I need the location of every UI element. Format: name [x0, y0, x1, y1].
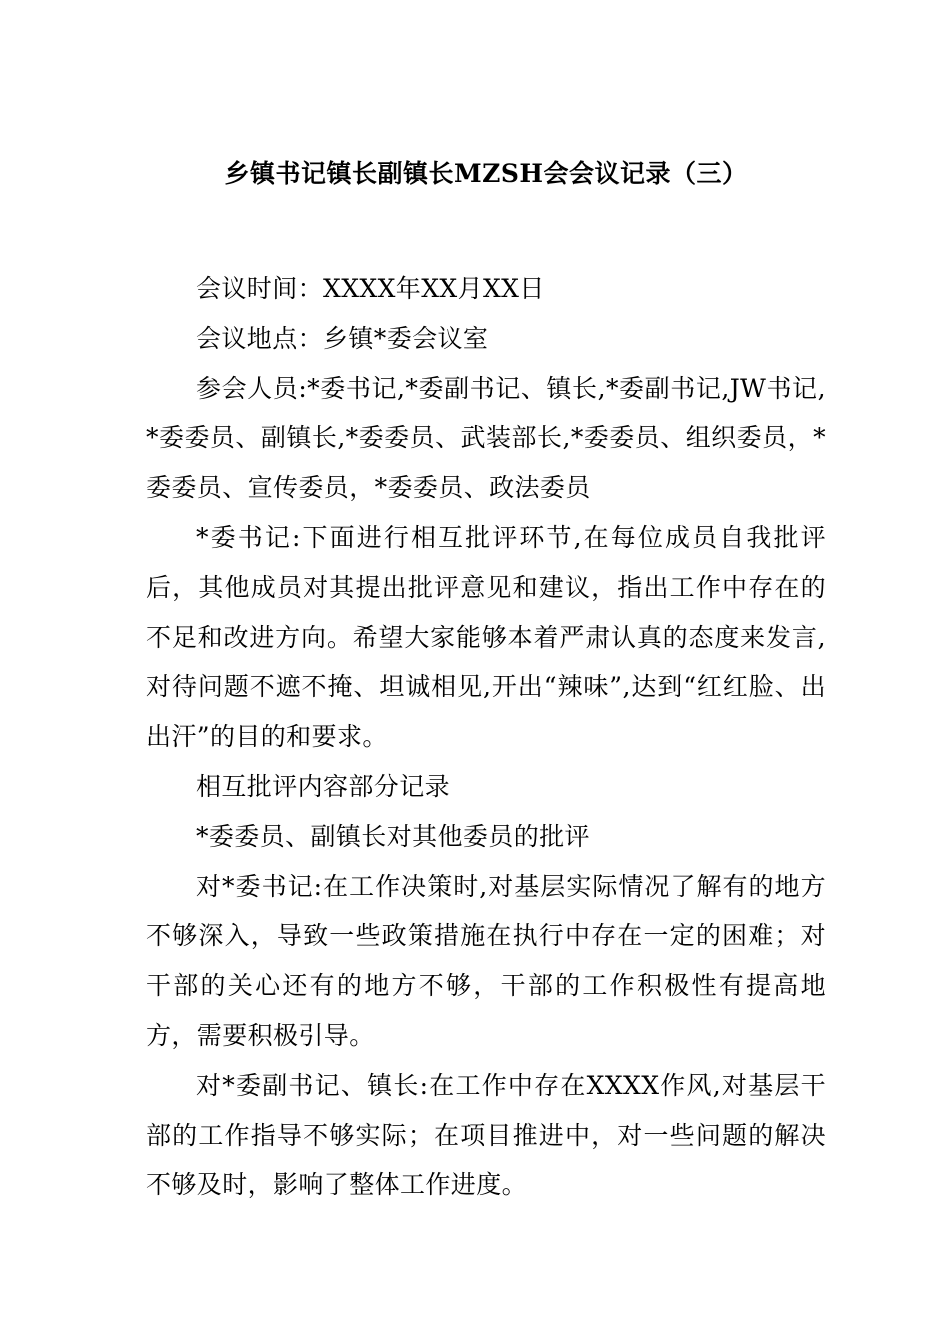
attendees-paragraph: 参会人员:*委书记,*委副书记、镇长,*委副书记,JW书记,*委委员、副镇长,*委委员、武装部长,*委委员、组织委员，*委委员、宣传委员，*委委员、政法委员 — [146, 373, 826, 503]
meeting-time-paragraph: 会议时间：XXXX年XX月XX日 — [196, 274, 545, 303]
secretary-opening-paragraph: *委书记:下面进行相互批评环节,在每位成员自我批评后，其他成员对其提出批评意见和建议，指出工作中存在的不足和改进方向。希望大家能够本着严肃认真的态度来发言,对待问题不遮不掩、坦诚相见,开出“辣味”,达到“红红脸、出出汗”的目的和要求。 — [146, 522, 826, 752]
document-body — [146, 264, 826, 1210]
document-title: 乡镇书记镇长副镇长MZSH会会议记录（三） — [224, 159, 748, 188]
section-heading-record: 相互批评内容部分记录 — [196, 771, 451, 801]
critique-secretary-paragraph: 对*委书记:在工作决策时,对基层实际情况了解有的地方不够深入，导致一些政策措施在执行中存在一定的困难；对干部的关心还有的地方不够，干部的工作积极性有提高地方，需要积极引导。 — [146, 871, 826, 1050]
meeting-location-paragraph: 会议地点：乡镇*委会议室 — [196, 323, 489, 353]
section-subheading-critique: *委委员、副镇长对其他委员的批评 — [196, 821, 590, 851]
critique-deputy-secretary-paragraph: 对*委副书记、镇长:在工作中存在XXXX作风,对基层干部的工作指导不够实际；在项目推进中，对一些问题的解决不够及时，影响了整体工作进度。 — [146, 1070, 826, 1200]
